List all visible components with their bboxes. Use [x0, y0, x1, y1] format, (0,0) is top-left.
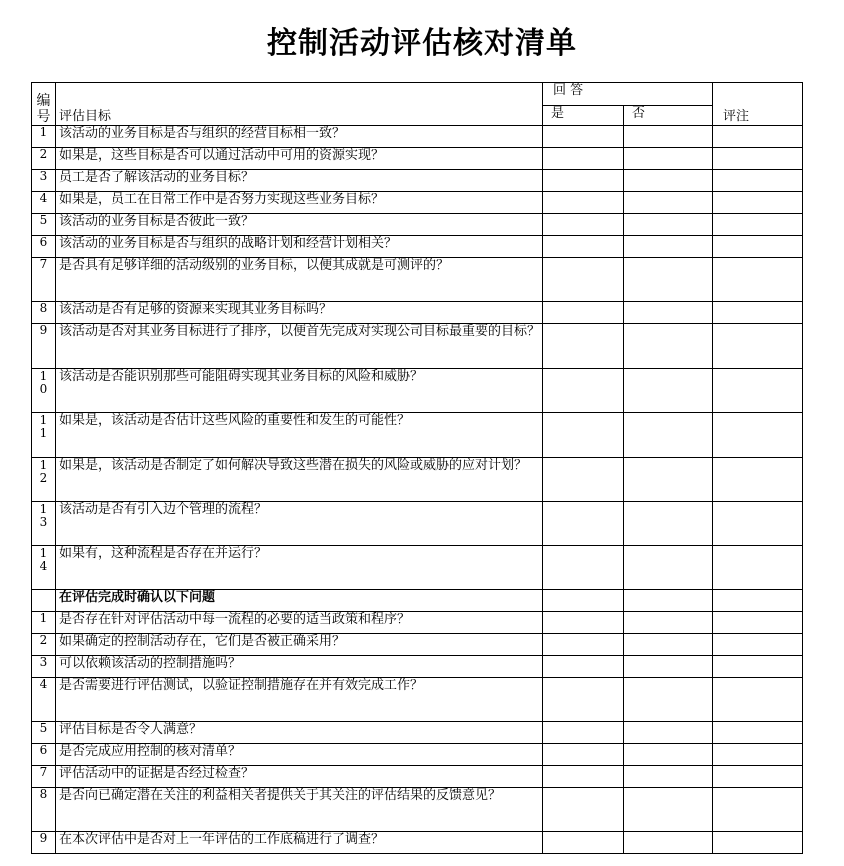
- answer-yes-cell[interactable]: [543, 148, 624, 170]
- header-goal: 评估目标: [56, 83, 543, 126]
- answer-yes-cell[interactable]: [543, 302, 624, 324]
- table-row: [32, 546, 803, 590]
- row-number: 5: [32, 214, 56, 236]
- row-question: 该活动的业务目标是否彼此一致？: [56, 214, 543, 236]
- answer-yes-cell[interactable]: [543, 413, 624, 458]
- table-row: [32, 612, 803, 634]
- row-number-text: 14: [39, 546, 48, 573]
- answer-yes-cell[interactable]: [543, 458, 624, 502]
- header-comment: 评注: [713, 83, 803, 126]
- header-number-bottom: 号: [36, 109, 51, 125]
- answer-yes-cell[interactable]: [543, 590, 624, 612]
- table-row: [32, 214, 803, 236]
- table-row: [32, 126, 803, 148]
- comment-cell[interactable]: [713, 634, 803, 656]
- table-row: [32, 744, 803, 766]
- section-header-row: [32, 590, 803, 612]
- answer-no-cell[interactable]: [624, 546, 713, 590]
- row-question: 该活动是否能识别那些可能阻碍实现其业务目标的风险和威胁？: [56, 369, 543, 413]
- answer-yes-cell[interactable]: [543, 634, 624, 656]
- answer-no-cell[interactable]: [624, 302, 713, 324]
- row-number: 2: [32, 634, 56, 656]
- answer-no-cell[interactable]: [624, 192, 713, 214]
- table-row: [32, 678, 803, 722]
- row-number: 9: [32, 324, 56, 369]
- answer-no-cell[interactable]: [624, 612, 713, 634]
- answer-no-cell[interactable]: [624, 832, 713, 854]
- table-row: [32, 302, 803, 324]
- answer-yes-cell[interactable]: [543, 126, 624, 148]
- answer-no-cell[interactable]: [624, 369, 713, 413]
- answer-yes-cell[interactable]: [543, 788, 624, 832]
- row-number: 9: [32, 832, 56, 854]
- answer-yes-cell[interactable]: [543, 766, 624, 788]
- table-row: [32, 458, 803, 502]
- comment-cell[interactable]: [713, 126, 803, 148]
- row-number: 3: [32, 656, 56, 678]
- row-question: 如果是，这些目标是否可以通过活动中可用的资源实现？: [56, 148, 543, 170]
- row-question: 是否存在针对评估活动中每一流程的必要的适当政策和程序？: [56, 612, 543, 634]
- page-title: 控制活动评估核对清单: [267, 26, 577, 61]
- answer-no-cell[interactable]: [624, 258, 713, 302]
- comment-cell[interactable]: [713, 236, 803, 258]
- answer-no-cell[interactable]: [624, 324, 713, 369]
- answer-no-cell[interactable]: [624, 214, 713, 236]
- row-number: [32, 369, 56, 413]
- header-number: [32, 83, 56, 126]
- table-row: [32, 634, 803, 656]
- row-number-text: 10: [39, 369, 48, 396]
- row-number: [32, 413, 56, 458]
- answer-yes-cell[interactable]: [543, 258, 624, 302]
- answer-no-cell[interactable]: [624, 236, 713, 258]
- comment-cell[interactable]: [713, 302, 803, 324]
- row-question: 该活动是否对其业务目标进行了排序，以便首先完成对实现公司目标最重要的目标？: [56, 324, 543, 369]
- table-row: [32, 192, 803, 214]
- answer-yes-cell[interactable]: [543, 214, 624, 236]
- row-number: 1: [32, 126, 56, 148]
- row-number: [32, 502, 56, 546]
- row-number: 8: [32, 788, 56, 832]
- answer-no-cell[interactable]: [624, 590, 713, 612]
- row-question: 可以依赖该活动的控制措施吗？: [56, 656, 543, 678]
- answer-no-cell[interactable]: [624, 722, 713, 744]
- row-number: 5: [32, 722, 56, 744]
- row-number: 8: [32, 302, 56, 324]
- row-number: 4: [32, 678, 56, 722]
- table-row: [32, 324, 803, 369]
- table-row: [32, 722, 803, 744]
- table-row: [32, 502, 803, 546]
- comment-cell[interactable]: [713, 413, 803, 458]
- header-yes: 是: [543, 106, 624, 126]
- answer-yes-cell[interactable]: [543, 656, 624, 678]
- header-no: 否: [624, 106, 713, 126]
- row-question: 是否需要进行评估测试，以验证控制措施存在并有效完成工作？: [56, 678, 543, 722]
- row-question: 该活动的业务目标是否与组织的经营目标相一致？: [56, 126, 543, 148]
- row-number: 7: [32, 766, 56, 788]
- row-question: 该活动是否有足够的资源来实现其业务目标吗？: [56, 302, 543, 324]
- comment-cell[interactable]: [713, 458, 803, 502]
- header-answer: [543, 83, 713, 106]
- row-number: [32, 546, 56, 590]
- row-question: 在本次评估中是否对上一年评估的工作底稿进行了调查？: [56, 832, 543, 854]
- header-answer-label: 回 答: [553, 83, 584, 98]
- row-question: 如果是，该活动是否制定了如何解决导致这些潜在损失的风险或威胁的应对计划？: [56, 458, 543, 502]
- comment-cell[interactable]: [713, 148, 803, 170]
- answer-no-cell[interactable]: [624, 678, 713, 722]
- comment-cell[interactable]: [713, 502, 803, 546]
- comment-cell[interactable]: [713, 722, 803, 744]
- comment-cell[interactable]: [713, 369, 803, 413]
- table-row: [32, 766, 803, 788]
- comment-cell[interactable]: [713, 546, 803, 590]
- answer-no-cell[interactable]: [624, 170, 713, 192]
- comment-cell[interactable]: [713, 788, 803, 832]
- answer-no-cell[interactable]: [624, 458, 713, 502]
- comment-cell[interactable]: [713, 170, 803, 192]
- answer-yes-cell[interactable]: [543, 192, 624, 214]
- answer-no-cell[interactable]: [624, 656, 713, 678]
- answer-yes-cell[interactable]: [543, 832, 624, 854]
- row-number: 2: [32, 148, 56, 170]
- answer-no-cell[interactable]: [624, 413, 713, 458]
- row-number: 6: [32, 236, 56, 258]
- comment-cell[interactable]: [713, 192, 803, 214]
- answer-yes-cell[interactable]: [543, 369, 624, 413]
- table-row: [32, 656, 803, 678]
- answer-yes-cell[interactable]: [543, 324, 624, 369]
- row-question: 如果是，员工在日常工作中是否努力实现这些业务目标？: [56, 192, 543, 214]
- header-row-top: [32, 83, 803, 106]
- row-question: 是否向已确定潜在关注的利益相关者提供关于其关注的评估结果的反馈意见？: [56, 788, 543, 832]
- answer-no-cell[interactable]: [624, 148, 713, 170]
- table-row: [32, 788, 803, 832]
- checklist-table: [31, 82, 803, 854]
- answer-no-cell[interactable]: [624, 766, 713, 788]
- answer-yes-cell[interactable]: [543, 502, 624, 546]
- section-title: 在评估完成时确认以下问题: [56, 590, 543, 612]
- row-number: 1: [32, 612, 56, 634]
- row-number-text: 11: [39, 413, 48, 440]
- comment-cell[interactable]: [713, 612, 803, 634]
- answer-yes-cell[interactable]: [543, 744, 624, 766]
- comment-cell[interactable]: [713, 766, 803, 788]
- answer-yes-cell[interactable]: [543, 722, 624, 744]
- comment-cell[interactable]: [713, 656, 803, 678]
- row-question: 是否完成应用控制的核对清单？: [56, 744, 543, 766]
- row-question: 如果确定的控制活动存在，它们是否被正确采用？: [56, 634, 543, 656]
- table-row: [32, 413, 803, 458]
- comment-cell[interactable]: [713, 678, 803, 722]
- table-row: [32, 832, 803, 854]
- row-question: 评估活动中的证据是否经过检查？: [56, 766, 543, 788]
- answer-no-cell[interactable]: [624, 502, 713, 546]
- answer-yes-cell[interactable]: [543, 236, 624, 258]
- answer-no-cell[interactable]: [624, 744, 713, 766]
- answer-no-cell[interactable]: [624, 634, 713, 656]
- row-question: 该活动是否有引入边个管理的流程？: [56, 502, 543, 546]
- row-number: 4: [32, 192, 56, 214]
- row-question: 是否具有足够详细的活动级别的业务目标，以便其成就是可测评的？: [56, 258, 543, 302]
- answer-no-cell[interactable]: [624, 126, 713, 148]
- answer-yes-cell[interactable]: [543, 612, 624, 634]
- comment-cell[interactable]: [713, 214, 803, 236]
- comment-cell[interactable]: [713, 324, 803, 369]
- row-number: 3: [32, 170, 56, 192]
- row-question: 如果有，这种流程是否存在并运行？: [56, 546, 543, 590]
- comment-cell[interactable]: [713, 590, 803, 612]
- row-question: 评估目标是否令人满意？: [56, 722, 543, 744]
- row-number: [32, 590, 56, 612]
- row-question: 员工是否了解该活动的业务目标？: [56, 170, 543, 192]
- row-number: 6: [32, 744, 56, 766]
- table-row: [32, 258, 803, 302]
- header-number-top: 编: [36, 93, 51, 109]
- answer-yes-cell[interactable]: [543, 170, 624, 192]
- table-row: [32, 236, 803, 258]
- comment-cell[interactable]: [713, 744, 803, 766]
- row-question: 该活动的业务目标是否与组织的战略计划和经营计划相关？: [56, 236, 543, 258]
- table-row: [32, 170, 803, 192]
- row-number-text: 12: [39, 458, 48, 485]
- comment-cell[interactable]: [713, 258, 803, 302]
- row-number-text: 13: [39, 502, 48, 529]
- answer-yes-cell[interactable]: [543, 678, 624, 722]
- row-number: [32, 458, 56, 502]
- row-question: 如果是，该活动是否估计这些风险的重要性和发生的可能性？: [56, 413, 543, 458]
- answer-yes-cell[interactable]: [543, 546, 624, 590]
- comment-cell[interactable]: [713, 832, 803, 854]
- table-row: [32, 148, 803, 170]
- table-row: [32, 369, 803, 413]
- row-number: 7: [32, 258, 56, 302]
- answer-no-cell[interactable]: [624, 788, 713, 832]
